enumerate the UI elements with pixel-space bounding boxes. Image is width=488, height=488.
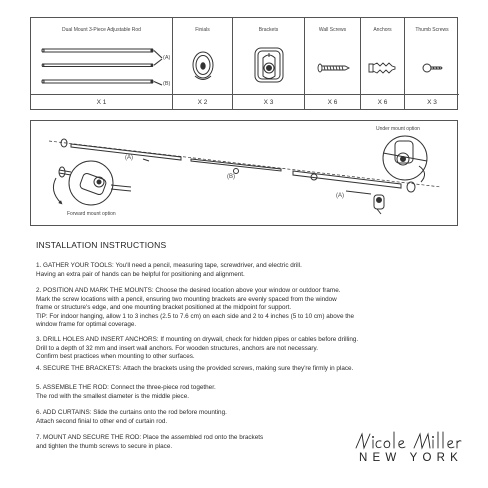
step-line: Mark the screw locations with a pencil, ensuring two mounting brackets are evenly spaced from the window <box>36 295 337 303</box>
part-rod-name: Dual Mount 3-Piece Adjustable Rod <box>62 27 141 33</box>
part-anchor-name: Anchors <box>373 27 392 33</box>
part-anchor-qty-row <box>361 94 404 110</box>
wall-screw-icon <box>305 36 361 94</box>
diagram-label-a-right: (A) <box>336 193 344 199</box>
part-screw-qty: X 6 <box>327 99 338 106</box>
step-line: and tighten the thumb screws to secure in place. <box>36 442 173 450</box>
step-line: TIP: For indoor hanging, allow 1 to 3 inches (2.5 to 7.6 cm) on each side and 2 to 4 inches (5 to 10 cm) above the <box>36 312 355 320</box>
brand-logo <box>352 428 462 472</box>
rod-pieces-illustration <box>31 36 173 94</box>
part-bracket-qty: X 3 <box>263 99 274 106</box>
part-thumbscrew-qty-row <box>405 94 459 110</box>
step-line: 7. MOUNT AND SECURE THE ROD: Place the assembled rod onto the brackets <box>36 434 264 441</box>
step-4 <box>36 365 456 374</box>
step-1 <box>36 262 456 279</box>
step-line: 6. ADD CURTAINS: Slide the curtains onto the rod before mounting. <box>36 409 227 416</box>
step-line: The rod with the smallest diameter is the middle piece. <box>36 392 190 400</box>
part-thumbscrew-cell <box>405 18 459 110</box>
step-line: window frame for optimal coverage. <box>36 321 137 329</box>
step-line: 5. ASSEMBLE THE ROD: Connect the three-piece rod together. <box>36 384 216 391</box>
part-screw-qty-row <box>305 94 360 110</box>
step-line: 4. SECURE THE BRACKETS: Attach the brackets using the provided screws, making sure they're firmly in place. <box>36 365 354 372</box>
step-line: 2. POSITION AND MARK THE MOUNTS: Choose the desired location above your window or outdoor frame. <box>36 287 341 294</box>
brand-city: NEW YORK <box>359 452 464 464</box>
part-bracket-cell <box>233 18 305 110</box>
part-screw-name: Wall Screws <box>318 27 347 33</box>
part-finial-cell <box>173 18 233 110</box>
bracket-icon <box>233 36 305 94</box>
part-thumbscrew-name: Thumb Screws <box>415 27 449 33</box>
diagram-label-a-left: (A) <box>125 155 133 161</box>
step-line: Having an extra pair of hands can be helpful for positioning and alignment. <box>36 270 245 278</box>
step-line: Drill to a depth of 32 mm and insert wall anchors. For wooden structures, anchors are not necessary. <box>36 344 318 352</box>
part-rod-qty-row <box>31 94 172 110</box>
assembly-diagram <box>30 120 458 226</box>
part-rod-cell <box>31 18 173 110</box>
part-finial-qty-row <box>173 94 232 110</box>
step-line: frame or structure's edge, and one mounting bracket positioned at the midpoint for support. <box>36 304 292 312</box>
forward-mount-caption: Forward mount option <box>67 211 116 217</box>
anchor-icon <box>361 36 405 94</box>
part-bracket-name: Brackets <box>258 27 279 33</box>
step-3 <box>36 336 456 362</box>
rod-label-a: (A) <box>163 55 171 61</box>
diagram-label-b: (B) <box>227 174 235 180</box>
finial-icon <box>173 36 233 94</box>
part-bracket-qty-row <box>233 94 304 110</box>
parts-table <box>30 17 458 110</box>
part-anchor-cell <box>361 18 405 110</box>
step-2 <box>36 287 456 330</box>
step-line: 1. GATHER YOUR TOOLS: You'll need a pencil, measuring tape, screwdriver, and electric drill. <box>36 262 302 269</box>
step-5 <box>36 384 456 401</box>
step-line: Attach second finial to other end of curtain rod. <box>36 417 168 425</box>
thumb-screw-icon <box>405 36 459 94</box>
part-anchor-qty: X 6 <box>377 99 388 106</box>
part-rod-qty: X 1 <box>96 99 107 106</box>
part-finial-name: Finials <box>195 27 210 33</box>
part-thumbscrew-qty: X 3 <box>427 99 437 106</box>
step-6 <box>36 409 456 426</box>
under-mount-caption: Under mount option <box>376 126 420 132</box>
part-finial-qty: X 2 <box>197 99 208 106</box>
brand-script-logo <box>352 428 462 452</box>
rod-label-b: (B) <box>163 81 171 87</box>
step-line: Confirm best practices when mounting to other surfaces. <box>36 353 195 361</box>
step-line: 3. DRILL HOLES AND INSERT ANCHORS: If mounting on drywall, check for hidden pipes or cables before drilling. <box>36 336 359 343</box>
part-screw-cell <box>305 18 361 110</box>
instructions-title: INSTALLATION INSTRUCTIONS <box>36 240 167 250</box>
